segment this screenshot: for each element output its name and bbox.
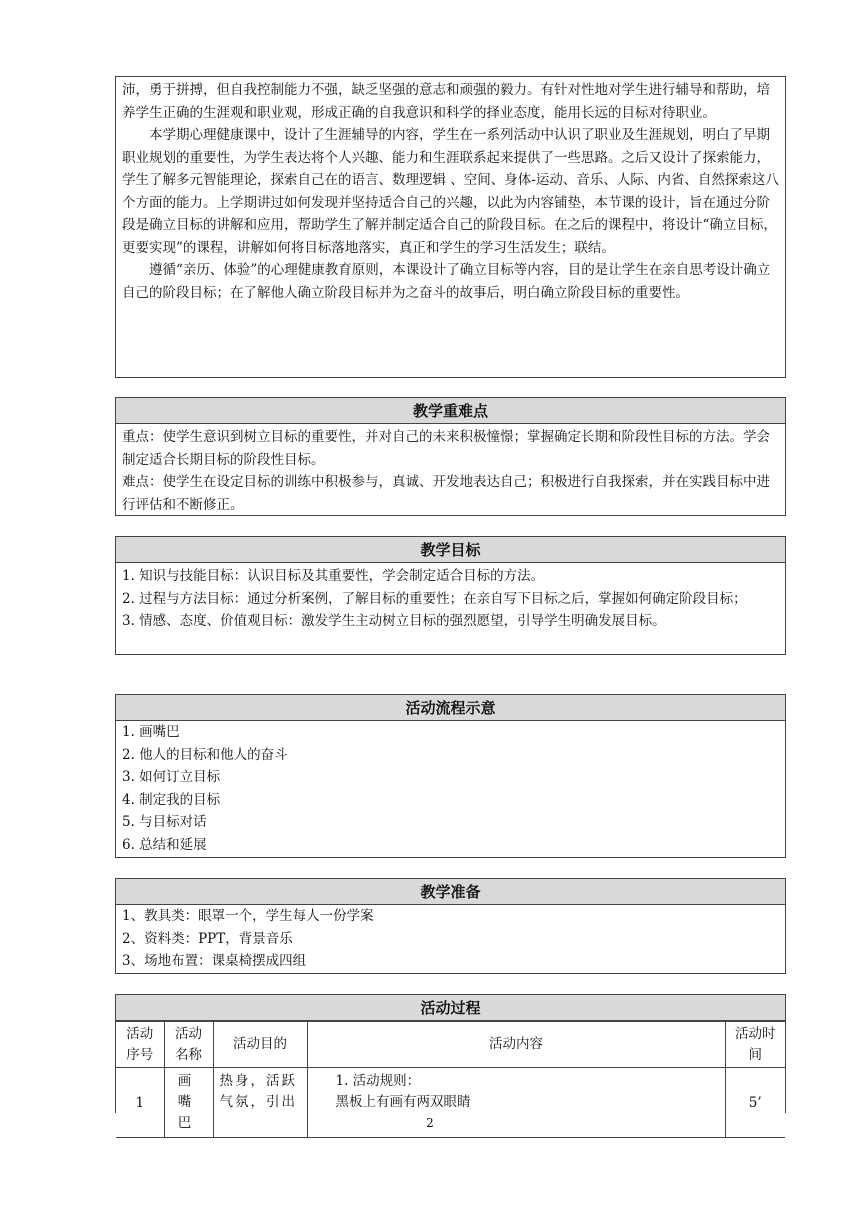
flow-section — [115, 694, 786, 858]
row-time: 5’ — [725, 1068, 785, 1138]
key-point-line: 重点：使学生意识到树立目标的重要性，并对自己的未来积极憧憬；掌握确定长期和阶段性目标的方法。学会制定适合长期目标的阶段性目标。 — [122, 429, 770, 468]
preparation-title: 教学准备 — [116, 879, 785, 905]
row-content-line: 黑板上有画有两双眼睛 — [335, 1094, 471, 1110]
flow-title: 活动流程示意 — [116, 695, 785, 721]
key-points-section — [115, 397, 786, 516]
flow-item: 6. 总结和延展 — [122, 836, 207, 853]
preparation-item: 3、场地布置：课桌椅摆成四组 — [122, 953, 307, 969]
flow-item: 1. 画嘴巴 — [122, 724, 180, 740]
header-content: 活动内容 — [307, 1022, 725, 1068]
row-name: 画嘴巴 — [164, 1068, 213, 1138]
flow-item: 2. 他人的目标和他人的奋斗 — [122, 746, 288, 763]
row-purpose: 热身，活跃气氛，引出 — [213, 1068, 307, 1138]
header-time: 活动时间 — [725, 1022, 785, 1068]
objectives-title: 教学目标 — [116, 537, 785, 563]
objective-line: 1. 知识与技能目标：认识目标及其重要性，学会制定适合目标的方法。 — [122, 568, 545, 584]
key-points-title: 教学重难点 — [116, 398, 785, 424]
difficulty-line: 难点：使学生在设定目标的训练中积极参与，真诚、开发地表达自己；积极进行自我探索，并在实践目标中进行评估和不断修正。 — [122, 474, 770, 513]
objective-line: 2. 过程与方法目标：通过分析案例，了解目标的重要性；在亲自写下目标之后，掌握如何确定阶段目标； — [122, 590, 747, 607]
preparation-section — [115, 878, 786, 974]
intro-paragraph-2: 本学期心理健康课中，设计了生涯辅导的内容，学生在一系列活动中认识了职业及生涯规划，明白了早期职业规划的重要性，为学生表达将个人兴趣、能力和生涯联系起来提供了一些思路。之后又设计了探索能力，学生了解多元智能理论，探索自己在的语言、数理逻辑 、空间、身体-运动、音乐、人际、内省、自然探索这八个方面的能力。上学期讲过如何发现并坚持适合自己的兴趣，以此为内容铺垫，本节课的设计，旨在通过分阶段是确立目标的讲解和应用，帮助学生了解并制定适合自己的阶段目标。在之后的课程中，将设计“确立目标，更要实现”的课程，讲解如何将目标落地落实，真正和学生的学习生活发生；联结。 — [122, 127, 779, 256]
intro-box — [115, 76, 786, 378]
header-purpose: 活动目的 — [213, 1022, 307, 1068]
row-content-line: 1. 活动规则： — [335, 1073, 421, 1089]
objective-line: 3. 情感、态度、价值观目标：激发学生主动树立目标的强烈愿望，引导学生明确发展目标。 — [122, 613, 666, 629]
intro-paragraph-3: 遵循“亲历、体验”的心理健康教育原则，本课设计了确立目标等内容，目的是让学生在亲自思考设计确立自己的阶段目标；在了解他人确立阶段目标并为之奋斗的故事后，明白确立阶段目标的重要性。 — [122, 262, 771, 301]
row-seq: 1 — [116, 1068, 164, 1138]
process-title: 活动过程 — [116, 995, 785, 1021]
process-section — [115, 994, 786, 1131]
preparation-item: 1、教具类：眼罩一个，学生每人一份学案 — [122, 908, 374, 924]
objectives-section — [115, 536, 786, 655]
flow-item: 3. 如何订立目标 — [122, 769, 221, 785]
process-table-header-row — [116, 1022, 785, 1068]
header-name: 活动名称 — [164, 1022, 213, 1068]
preparation-item: 2、资料类：PPT，背景音乐 — [122, 930, 293, 947]
header-seq: 活动序号 — [116, 1022, 164, 1068]
page-number: 2 — [426, 1116, 434, 1130]
flow-item: 4. 制定我的目标 — [122, 791, 221, 808]
flow-item: 5. 与目标对话 — [122, 814, 207, 830]
intro-paragraph-1: 沛，勇于拼搏，但自我控制能力不强，缺乏坚强的意志和顽强的毅力。有针对性地对学生进行辅导和帮助，培养学生正确的生涯观和职业观，形成正确的自我意识和科学的择业态度，能用长远的目标对待职业。 — [122, 82, 770, 121]
